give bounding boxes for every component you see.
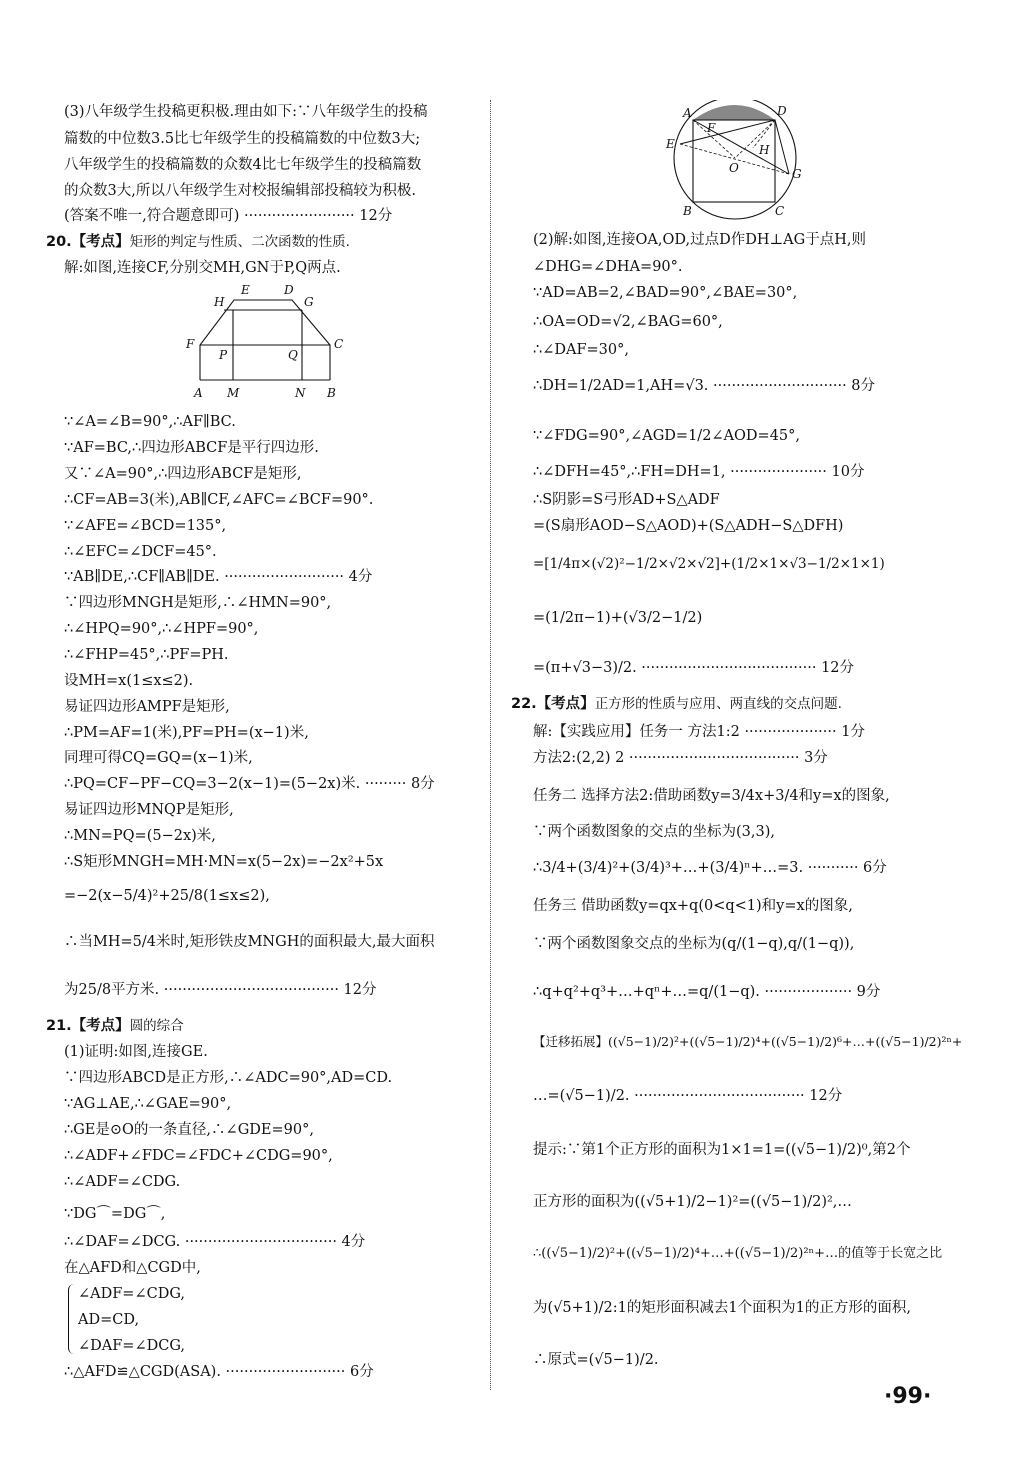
label-F: F [186, 337, 195, 351]
circle-label-C: C [775, 204, 785, 218]
q21-line: (1)证明:如图,连接GE. [64, 1044, 208, 1060]
q21-line: ∴∠DAF=∠DCG. ································· 4分 [64, 1234, 366, 1250]
label-M: M [227, 386, 240, 400]
q22-line: 正方形的面积为((√5+1)/2−1)²=((√5−1)/2)²,… [533, 1194, 852, 1210]
label-Q: Q [288, 348, 298, 362]
q20-line: 又∵∠A=90°,∴四边形ABCF是矩形, [64, 466, 302, 482]
q20-line: ∵AF=BC,∴四边形ABCF是平行四边形. [64, 440, 319, 456]
q22-line: ∴((√5−1)/2)²+((√5−1)/2)⁴+…+((√5−1)/2)²ⁿ+…的值等于长宽之比 [533, 1246, 943, 1261]
q22-tag: 正方形的性质与应用、两直线的交点问题. [594, 696, 842, 712]
q20-line: ∵∠AFE=∠BCD=135°, [64, 518, 227, 534]
q20-line: ∴CF=AB=3(米),AB∥CF,∠AFC=∠BCF=90°. [64, 492, 374, 508]
q22-line: 任务三 借助函数y=qx+q(0<q<1)和y=x的图象, [533, 898, 853, 914]
q19-line-1: (3)八年级学生投稿更积极.理由如下:∵八年级学生的投稿 [64, 104, 428, 120]
label-A: A [194, 386, 203, 400]
q20-line: ∴∠EFC=∠DCF=45°. [64, 544, 217, 560]
q21b-line: (2)解:如图,连接OA,OD,过点D作DH⊥AG于点H,则 [533, 232, 866, 248]
q20-line: 易证四边形AMPF是矩形, [64, 699, 230, 715]
q20-line: ∴MN=PQ=(5−2x)米, [64, 828, 216, 844]
label-N: N [295, 386, 306, 400]
q20-line: ∵AB∥DE,∴CF∥AB∥DE. ·························· 4分 [64, 569, 373, 585]
q20-line: 为25/8平方米. ······································ 12分 [64, 982, 377, 998]
circle-label-A: A [683, 106, 692, 120]
q21-line: ∵AG⊥AE,∴∠GAE=90°, [64, 1096, 232, 1112]
circle-label-O: O [729, 161, 739, 175]
q22-line: 任务二 选择方法2:借助函数y=3/4x+3/4和y=x的图象, [533, 788, 890, 804]
q22-line: 方法2:(2,2) 2 ····································· 3分 [533, 750, 828, 766]
circle-square-figure [663, 100, 813, 230]
q22-line: 解:【实践应用】任务一 方法1:2 ···················· 1分 [533, 724, 865, 740]
label-E: E [241, 284, 250, 297]
q21-line: ∵DG⌒=DG⌒, [64, 1206, 166, 1222]
q21b-line: ∴S阴影=S弓形AD+S△ADF [533, 492, 720, 508]
q21-line: ∴∠ADF=∠CDG. [64, 1174, 181, 1190]
q21-line: ∠ADF=∠CDG, [78, 1286, 186, 1302]
column-divider [490, 100, 491, 1390]
circle-label-G: G [792, 167, 802, 181]
q21b-line: ∠DHG=∠DHA=90°. [533, 259, 683, 275]
page-number: ·99· [884, 1384, 932, 1409]
q20-line: =−2(x−5/4)²+25/8(1≤x≤2), [64, 888, 270, 904]
q20-line: ∴PQ=CF−PF−CQ=3−2(x−1)=(5−2x)米. ········· 8分 [64, 776, 435, 792]
q22-line: 【迁移拓展】((√5−1)/2)²+((√5−1)/2)⁴+((√5−1)/2)⁶+…+((√5−1)/2)²ⁿ+ [533, 1034, 963, 1049]
q19-line-2: 篇数的中位数3.5比七年级学生的投稿篇数的中位数3大; [64, 131, 421, 147]
q22-line: 提示:∵第1个正方形的面积为1×1=1=((√5−1)/2)⁰,第2个 [533, 1142, 911, 1158]
q20-line: ∵∠A=∠B=90°,∴AF∥BC. [64, 414, 236, 430]
q19-line-4: 的众数3大,所以八年级学生对校报编辑部投稿较为积极. [64, 183, 416, 199]
q22-line: …=(√5−1)/2. ····································· 12分 [533, 1088, 843, 1104]
q20-line: ∵四边形MNGH是矩形,∴∠HMN=90°, [64, 595, 332, 611]
q22-line: ∴3/4+(3/4)²+(3/4)³+…+(3/4)ⁿ+…=3. ··········· 6分 [533, 860, 887, 876]
q21-line: 在△AFD和△CGD中, [64, 1260, 201, 1276]
q20-heading [46, 232, 350, 252]
q20-line: ∴S矩形MNGH=MH·MN=x(5−2x)=−2x²+5x [64, 854, 384, 870]
q21b-line: ∴∠DAF=30°, [533, 342, 629, 358]
label-B: B [327, 386, 336, 400]
q21b-line: ∴OA=OD=√2,∠BAG=60°, [533, 314, 723, 330]
q21-line: ∴GE是⊙O的一条直径,∴∠GDE=90°, [64, 1122, 314, 1138]
q21b-line: =(1/2π−1)+(√3/2−1/2) [533, 610, 703, 626]
q21-heading [46, 1016, 184, 1036]
brace-icon [68, 1284, 75, 1354]
trapezoid-figure [174, 284, 354, 406]
q20-tag: 矩形的判定与性质、二次函数的性质. [129, 234, 350, 250]
label-P: P [219, 348, 228, 362]
q22-line: ∵两个函数图象的交点的坐标为(3,3), [533, 824, 775, 840]
q21b-line: ∵AD=AB=2,∠BAD=90°,∠BAE=30°, [533, 285, 798, 301]
q20-line: ∴∠FHP=45°,∴PF=PH. [64, 647, 229, 663]
q20-intro: 解:如图,连接CF,分别交MH,GN于P,Q两点. [64, 260, 341, 276]
circle-label-D: D [777, 104, 787, 118]
q21-line: ∠DAF=∠DCG, [78, 1338, 186, 1354]
circle-label-F: F [707, 121, 716, 135]
q20-line: 同理可得CQ=GQ=(x−1)米, [64, 750, 253, 766]
label-H: H [214, 295, 225, 309]
q21-line: ∴△AFD≌△CGD(ASA). ·························· 6分 [64, 1364, 374, 1380]
q22-line: ∴q+q²+q³+…+qⁿ+…=q/(1−q). ··················· 9分 [533, 984, 881, 1000]
q21b-line: ∴DH=1/2AD=1,AH=√3. ····························· 8分 [533, 378, 876, 394]
q21b-line: =(S扇形AOD−S△AOD)+(S△ADH−S△DFH) [533, 518, 844, 534]
label-C: C [334, 337, 344, 351]
q21b-line: ∵∠FDG=90°,∠AGD=1/2∠AOD=45°, [533, 428, 801, 444]
q22-line: 为(√5+1)/2:1的矩形面积减去1个面积为1的正方形的面积, [533, 1300, 911, 1316]
q22-line: ∴原式=(√5−1)/2. [533, 1352, 659, 1368]
q21-head: 21.【考点】 [46, 1018, 130, 1034]
q20-line: 设MH=x(1≤x≤2). [64, 673, 194, 689]
q20-line: ∴PM=AF=1(米),PF=PH=(x−1)米, [64, 725, 309, 741]
circle-label-E: E [666, 137, 675, 151]
circle-label-H: H [759, 143, 770, 157]
label-D: D [284, 284, 294, 297]
q22-heading [511, 694, 842, 714]
q21-line: ∴∠ADF+∠FDC=∠FDC+∠CDG=90°, [64, 1148, 333, 1164]
q21-line: AD=CD, [78, 1312, 140, 1328]
q22-head: 22.【考点】 [511, 696, 595, 712]
q20-line: ∴当MH=5/4米时,矩形铁皮MNGH的面积最大,最大面积 [64, 934, 435, 950]
q20-line: 易证四边形MNQP是矩形, [64, 802, 234, 818]
q21b-line: =[1/4π×(√2)²−1/2×√2×√2]+(1/2×1×√3−1/2×1×1) [533, 556, 885, 572]
q21-line: ∵四边形ABCD是正方形,∴∠ADC=90°,AD=CD. [64, 1070, 393, 1086]
q21b-line: ∴∠DFH=45°,∴FH=DH=1, ····················· 10分 [533, 464, 865, 480]
q20-head: 20.【考点】 [46, 234, 130, 250]
q19-line-5: (答案不唯一,符合题意即可) ························ 12分 [64, 208, 393, 224]
q21-tag: 圆的综合 [129, 1018, 184, 1034]
label-G: G [304, 295, 314, 309]
q21b-line: =(π+√3−3)/2. ······································ 12分 [533, 660, 855, 676]
q20-line: ∴∠HPQ=90°,∴∠HPF=90°, [64, 621, 259, 637]
q19-line-3: 八年级学生的投稿篇数的众数4比七年级学生的投稿篇数 [64, 157, 422, 173]
q22-line: ∵两个函数图象交点的坐标为(q/(1−q),q/(1−q)), [533, 936, 855, 952]
circle-label-B: B [683, 204, 692, 218]
